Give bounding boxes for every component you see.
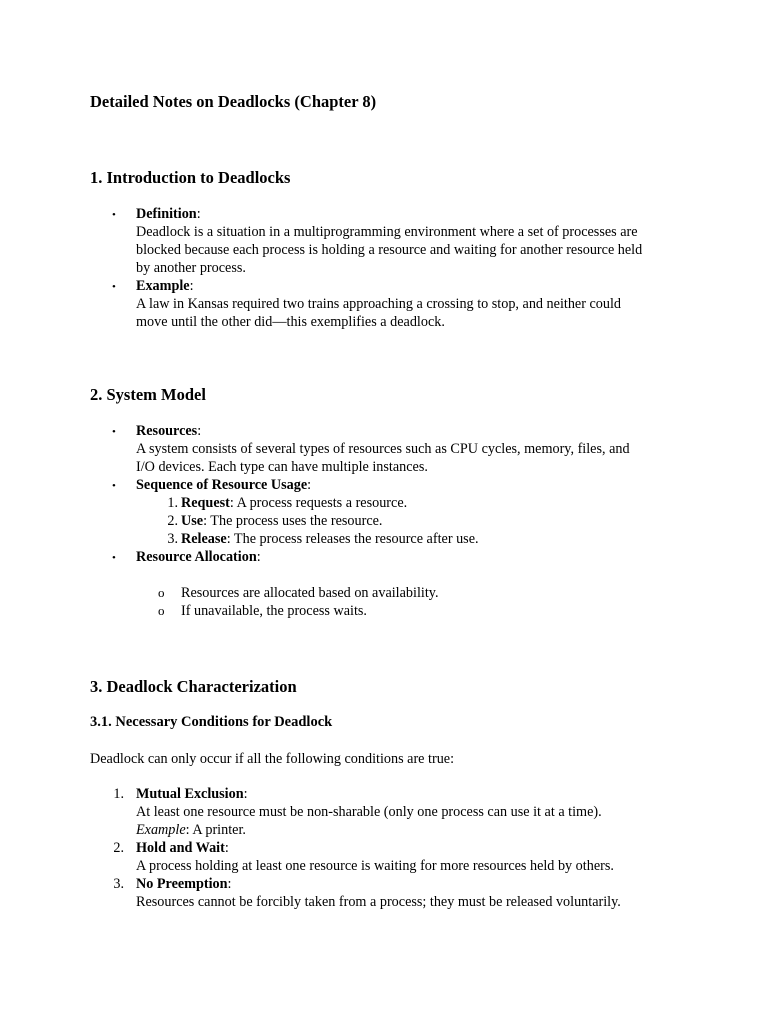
body-line: by another process. bbox=[136, 260, 246, 276]
section-heading-deadlock-characterization: 3. Deadlock Characterization bbox=[90, 677, 297, 696]
body-line: A law in Kansas required two trains approaching a crossing to stop, and neither could bbox=[136, 296, 622, 312]
condition-number: 1. bbox=[113, 786, 124, 802]
term-label: Example bbox=[136, 278, 190, 294]
body-line: I/O devices. Each type can have multiple instances. bbox=[136, 459, 428, 475]
condition-term: Mutual Exclusion bbox=[136, 786, 244, 802]
example-label: Example bbox=[136, 822, 186, 838]
body-line: blocked because each process is holding a resource and waiting for another resource held bbox=[136, 242, 643, 258]
term-label: Definition bbox=[136, 206, 197, 222]
body-line: move until the other did—this exemplifies a deadlock. bbox=[136, 314, 445, 330]
step-term: Release bbox=[181, 531, 227, 547]
body-line: Resources cannot be forcibly taken from a process; they must be released voluntarily. bbox=[136, 894, 621, 910]
step-number: 1. bbox=[167, 495, 178, 511]
body-line: At least one resource must be non-sharable (only one process can use it at a time). bbox=[136, 804, 602, 820]
bullet-icon: • bbox=[112, 552, 116, 564]
condition-number: 3. bbox=[113, 876, 124, 892]
step-term: Request bbox=[181, 495, 230, 511]
body-line: A system consists of several types of resources such as CPU cycles, memory, files, and bbox=[136, 441, 630, 457]
bullet-icon: • bbox=[112, 209, 116, 221]
document-title: Detailed Notes on Deadlocks (Chapter 8) bbox=[90, 92, 377, 111]
step-term: Use bbox=[181, 513, 204, 529]
step-text: : A process requests a resource. bbox=[229, 495, 408, 511]
condition-term: No Preemption bbox=[136, 876, 228, 892]
bullet-icon: • bbox=[112, 426, 116, 438]
section-heading-system-model: 2. System Model bbox=[90, 385, 206, 404]
intro-paragraph: Deadlock can only occur if all the following conditions are true: bbox=[90, 751, 455, 767]
step-text: : The process uses the resource. bbox=[203, 513, 383, 529]
term-label: Resource Allocation bbox=[136, 549, 257, 565]
subsection-heading: 3.1. Necessary Conditions for Deadlock bbox=[90, 714, 333, 730]
condition-number: 2. bbox=[113, 840, 124, 856]
term-label: Sequence of Resource Usage bbox=[136, 477, 308, 493]
section-heading-introduction: 1. Introduction to Deadlocks bbox=[90, 168, 291, 187]
sub-list-item: If unavailable, the process waits. bbox=[181, 603, 367, 619]
body-line: A process holding at least one resource is waiting for more resources held by others. bbox=[136, 858, 614, 874]
step-text: : The process releases the resource after use. bbox=[226, 531, 479, 547]
bullet-icon: • bbox=[112, 281, 116, 293]
term-label: Resources bbox=[136, 423, 198, 439]
step-number: 2. bbox=[167, 513, 178, 529]
condition-term: Hold and Wait bbox=[136, 840, 225, 856]
bullet-icon: • bbox=[112, 480, 116, 492]
body-line: Deadlock is a situation in a multiprogramming environment where a set of processes are bbox=[136, 224, 638, 240]
sub-bullet-icon: o bbox=[158, 585, 165, 600]
example-text: : A printer. bbox=[185, 822, 246, 838]
sub-list-item: Resources are allocated based on availability. bbox=[181, 585, 439, 601]
step-number: 3. bbox=[167, 531, 178, 547]
sub-bullet-icon: o bbox=[158, 603, 165, 618]
